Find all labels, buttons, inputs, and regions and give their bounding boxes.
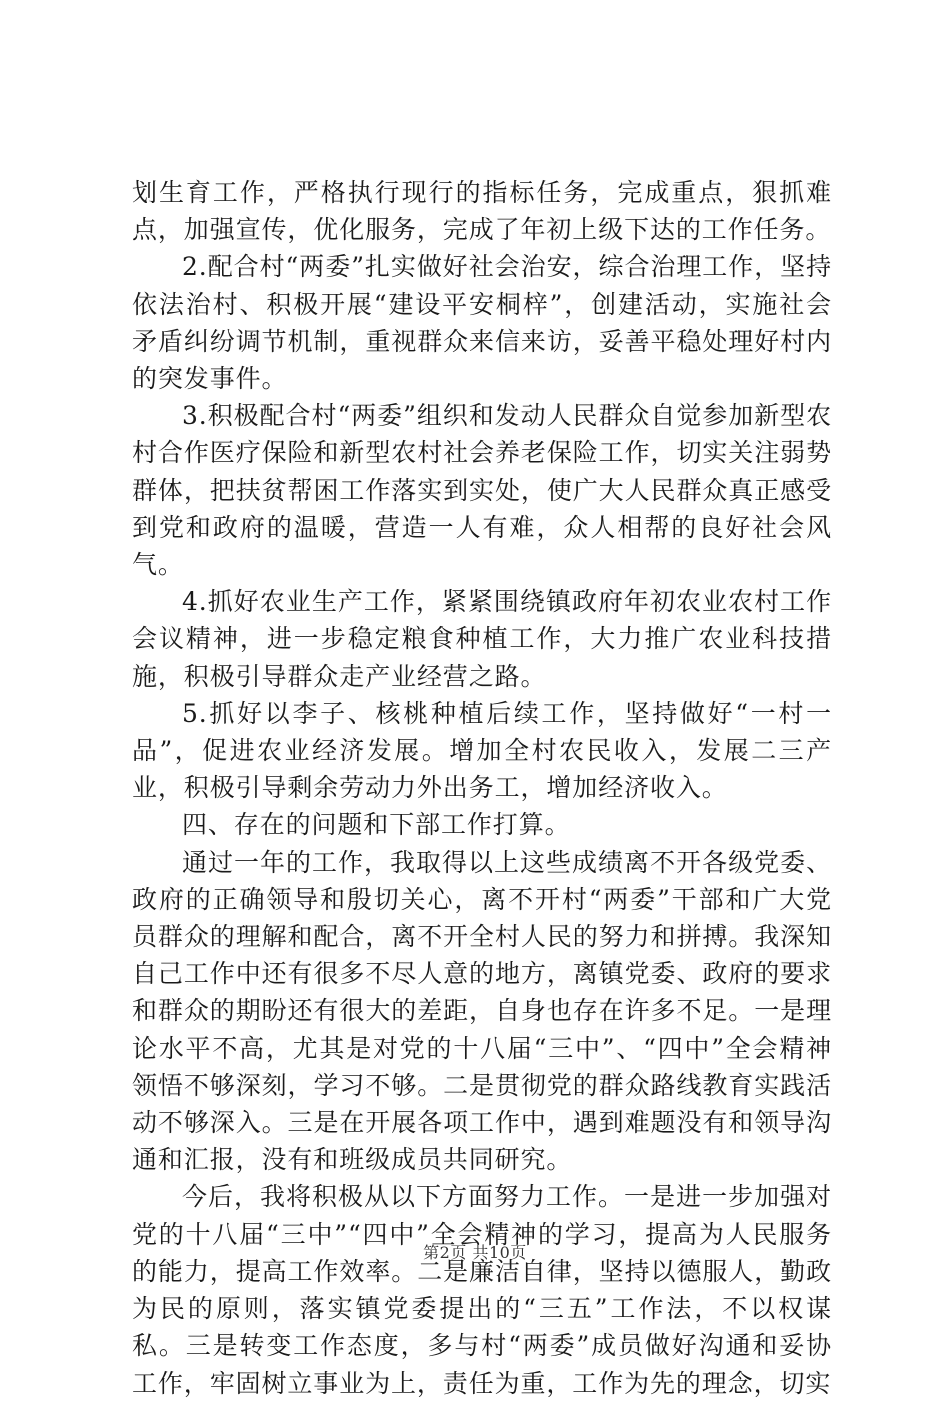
paragraph-item-3: 3.积极配合村“两委”组织和发动人民群众自觉参加新型农村合作医疗保险和新型农村社会养老保险工作，切实关注弱势群体，把扶贫帮困工作落实到实处，使广大人民群众真正感受到党和政府的温暖，营造一人有难，众人相帮的良好社会风气。 bbox=[132, 401, 832, 580]
section-heading: 四、存在的问题和下部工作打算。 bbox=[182, 810, 571, 840]
page-number-footer: 第2页 共10页 bbox=[423, 1243, 527, 1262]
paragraph-item-2: 2.配合村“两委”扎实做好社会治安，综合治理工作，坚持依法治村、积极开展“建设平安桐梓”，创建活动，实施社会矛盾纠纷调节机制，重视群众来信来访，妥善平稳处理好村内的突发事件。 bbox=[132, 252, 832, 394]
paragraph-item-4: 4.抓好农业生产工作，紧紧围绕镇政府年初农业农村工作会议精神，进一步稳定粮食种植工作，大力推广农业科技措施，积极引导群众走产业经营之路。 bbox=[132, 587, 832, 691]
document-body bbox=[132, 174, 832, 1402]
paragraph-item-5: 5.抓好以李子、核桃种植后续工作，坚持做好“一村一品”，促进农业经济发展。增加全村农民收入，发展二三产业，积极引导剩余劳动力外出务工，增加经济收入。 bbox=[132, 698, 832, 803]
paragraph-plans: 今后，我将积极从以下方面努力工作。一是进一步加强对党的十八届“三中”“四中”全会精神的学习，提高为人民服务的能力，提高工作效率。二是廉洁自律，坚持以德服人，勤政为民的原则，落实镇党委提出的“三五”工作法，不以权谋私。三是转变工作态度，多与村“两委”成员做好沟通和妥协工作，牢固树立事业为上，责任为重，工作为先的理念，切实 bbox=[132, 1182, 832, 1398]
paragraph-reflection: 通过一年的工作，我取得以上这些成绩离不开各级党委、政府的正确领导和殷切关心，离不开村“两委”干部和广大党员群众的理解和配合，离不开全村人民的努力和拼搏。我深知自己工作中还有很多不尽人意的地方，离镇党委、政府的要求和群众的期盼还有很大的差距，自身也存在许多不足。一是理论水平不高，尤其是对党的十八届“三中”、“四中”全会精神领悟不够深刻，学习不够。二是贯彻党的群众路线教育实践活动不够深入。三是在开展各项工作中，遇到难题没有和领导沟通和汇报，没有和班级成员共同研究。 bbox=[132, 847, 832, 1175]
paragraph-continuation: 划生育工作，严格执行现行的指标任务，完成重点，狠抓难点，加强宣传，优化服务，完成了年初上级下达的工作任务。 bbox=[132, 178, 832, 245]
